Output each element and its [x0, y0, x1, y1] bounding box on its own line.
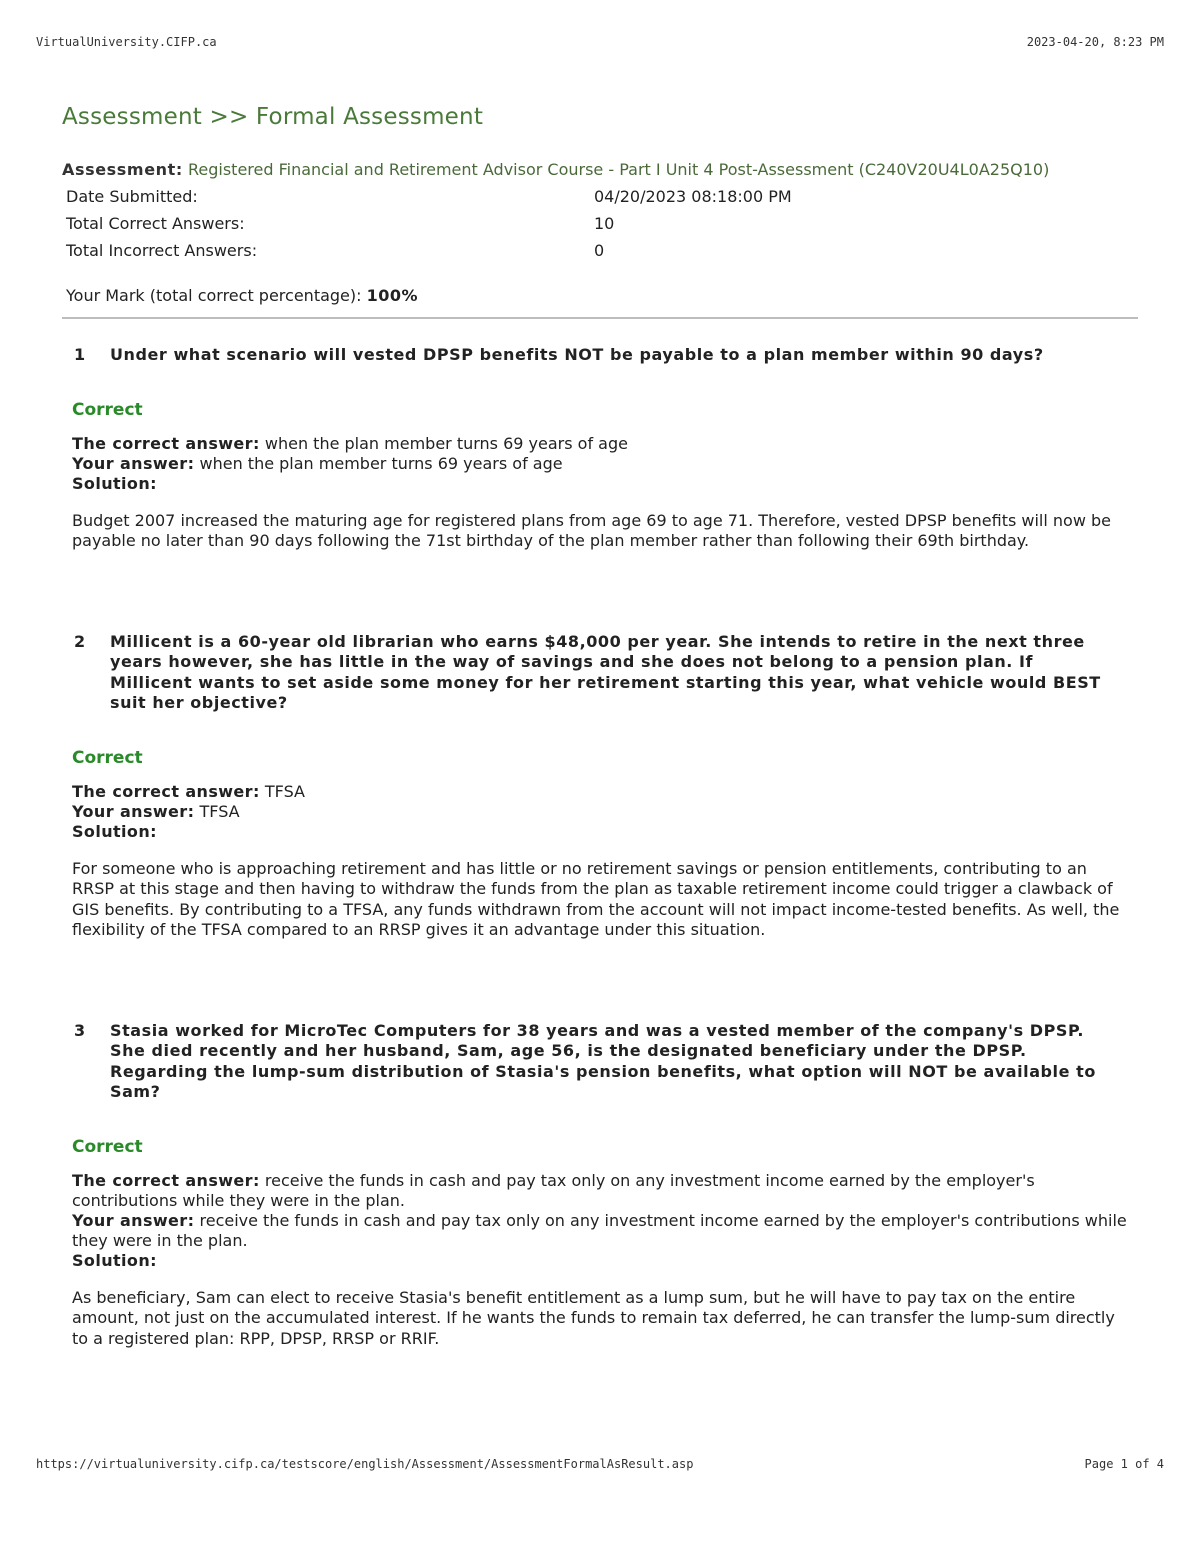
solution-label: Solution: [72, 1250, 157, 1270]
assessment-label: Assessment: [62, 160, 183, 179]
question-text: Millicent is a 60-year old librarian who earns $48,000 per year. She intends to retire in the next three years however, she has little in the way of savings and she does not belong to a pension plan. If Millicent wants to set aside some money for her retirement starting this year, what vehicle would BEST suit her objective? [110, 631, 1101, 712]
solution-label: Solution: [72, 473, 157, 493]
print-page-number: Page 1 of 4 [1084, 1457, 1164, 1471]
question-heading [72, 1021, 1138, 1103]
your-answer-value: TFSA [199, 801, 240, 821]
summary-row-incorrect [64, 239, 1140, 266]
incorrect-count-label: Total Incorrect Answers: [66, 241, 258, 260]
page-title: Assessment >> Formal Assessment [62, 104, 484, 130]
your-answer-line [72, 802, 1138, 822]
correct-answer-value: receive the funds in cash and pay tax only on any investment income earned by the employer's contributions while they were in the plan. [72, 1170, 1035, 1210]
solution-text: For someone who is approaching retirement and has little or no retirement savings or pension entitlements, contributing to an RRSP at this stage and then having to withdraw the funds from the plan as taxable retirement income could trigger a clawback of GIS benefits. By contributing to a TFSA, any funds withdrawn from the account will not impact income-tested benefits. As well, the flexibility of the TFSA compared to an RRSP gives it an advantage under this situation. [72, 858, 1120, 939]
correct-answer-line [72, 782, 1138, 802]
question-3 [72, 1021, 1138, 1350]
answers-block [72, 1171, 1138, 1271]
question-number: 2 [74, 631, 86, 651]
solution-line [72, 822, 1138, 842]
main-content [62, 104, 1138, 1349]
question-heading [72, 345, 1138, 366]
solution-label: Solution: [72, 821, 157, 841]
result-status: Correct [72, 399, 143, 420]
your-answer-label: Your answer: [72, 801, 195, 821]
question-heading [72, 632, 1138, 714]
solution-line [72, 1251, 1138, 1271]
assessment-line [62, 160, 1138, 179]
question-1 [72, 345, 1138, 552]
print-url: https://virtualuniversity.cifp.ca/testscore/english/Assessment/AssessmentFormalAsResult.asp [36, 1457, 694, 1471]
correct-answer-line [72, 1171, 1138, 1211]
print-footer [36, 1457, 1164, 1471]
mark-value: 100% [366, 286, 419, 305]
print-site: VirtualUniversity.CIFP.ca [36, 35, 217, 49]
correct-answer-value: TFSA [264, 781, 305, 801]
correct-count-value: 10 [594, 214, 615, 233]
correct-answer-label: The correct answer: [72, 781, 260, 801]
print-header [36, 35, 1164, 49]
answers-block [72, 782, 1138, 842]
summary-table [64, 185, 1140, 266]
mark-line [66, 286, 1138, 305]
correct-count-label: Total Correct Answers: [66, 214, 245, 233]
correct-answer-label: The correct answer: [72, 433, 260, 453]
print-datetime: 2023-04-20, 8:23 PM [1026, 35, 1164, 49]
result-status: Correct [72, 1136, 143, 1157]
question-2 [72, 632, 1138, 941]
answers-block [72, 434, 1138, 494]
your-answer-label: Your answer: [72, 1210, 195, 1230]
correct-answer-value: when the plan member turns 69 years of age [264, 433, 628, 453]
summary-row-correct [64, 212, 1140, 239]
correct-answer-label: The correct answer: [72, 1170, 260, 1190]
question-text: Stasia worked for MicroTec Computers for 38 years and was a vested member of the company's DPSP. She died recently and her husband, Sam, age 56, is the designated beneficiary under the DPSP. Regarding the lump-sum distribution of Stasia's pension benefits, what option will NOT be available to Sam? [110, 1020, 1096, 1101]
question-number: 1 [74, 345, 86, 364]
your-answer-label: Your answer: [72, 453, 195, 473]
assessment-name: Registered Financial and Retirement Advisor Course - Part I Unit 4 Post-Assessment (C240V20U4L0A25Q10) [187, 160, 1050, 179]
solution-text: As beneficiary, Sam can elect to receive Stasia's benefit entitlement as a lump sum, but he will have to pay tax on the entire amount, not just on the accumulated interest. If he wants the funds to remain tax deferred, he can transfer the lump-sum directly to a registered plan: RPP, DPSP, RRSP or RRIF. [72, 1287, 1115, 1348]
summary-row-date [64, 185, 1140, 212]
mark-label: Your Mark (total correct percentage): [66, 286, 362, 305]
date-label: Date Submitted: [66, 187, 198, 206]
correct-answer-line [72, 434, 1138, 454]
your-answer-line [72, 454, 1138, 474]
solution-text: Budget 2007 increased the maturing age for registered plans from age 69 to age 71. Therefore, vested DPSP benefits will now be payable no later than 90 days following the 71st birthday of the plan member rather than following their 69th birthday. [72, 510, 1112, 550]
your-answer-line [72, 1211, 1138, 1251]
solution-line [72, 474, 1138, 494]
question-text: Under what scenario will vested DPSP benefits NOT be payable to a plan member within 90 days? [110, 345, 1044, 364]
date-value: 04/20/2023 08:18:00 PM [594, 187, 792, 206]
your-answer-value: receive the funds in cash and pay tax only on any investment income earned by the employer's contributions while they were in the plan. [72, 1210, 1127, 1250]
divider [62, 317, 1138, 319]
question-number: 3 [74, 1020, 86, 1040]
result-status: Correct [72, 747, 143, 768]
incorrect-count-value: 0 [594, 241, 605, 260]
your-answer-value: when the plan member turns 69 years of age [199, 453, 563, 473]
